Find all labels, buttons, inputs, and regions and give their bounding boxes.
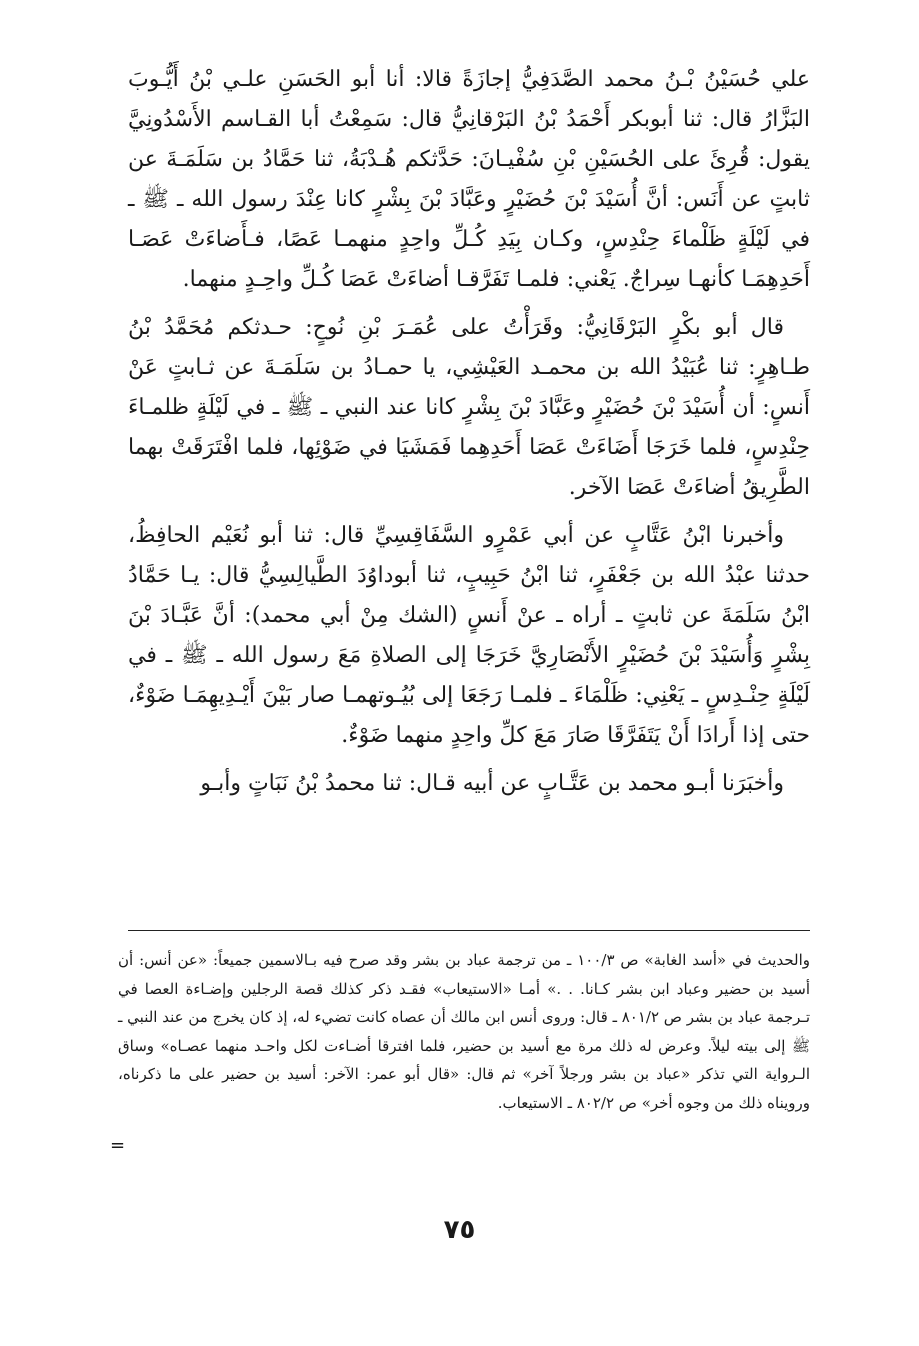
footnote [118, 946, 810, 1117]
paragraph-4: وأخبَرَنا أبـو محمد بن عَتَّـابٍ عن أبيه قـال: ثنا محمدُ بْنُ نَبَاتٍ وأبـو [200, 771, 784, 796]
footnote-continuation-mark: = [110, 1135, 126, 1156]
footnote-separator-rule [128, 930, 810, 931]
paragraph-3: وأخبرنا ابْنُ عَتَّابٍ عن أبي عَمْرٍو السَّفَاقِسِيِّ قال: ثنا أبو نُعَيْم الحافِظُ، حدثنا عبْدُ الله بن جَعْفَرٍ، ثنا ابْنُ حَبِيبٍ، ثنا أبوداوُدَ الطَّيالِسِيُّ قال: يـا حَمَّادُ ابْنُ سَلَمَةَ عن ثابتٍ ـ أراه ـ عنْ أَنسٍ (الشك مِنْ أبي محمد): أنَّ عَبَّـادَ بْنَ بِشْرٍ وَأُسَيْدَ بْنَ حُضَيْرٍ الأَنْصَارِيَّ خَرَجَا إلى الصلاةِ مَعَ رسول الله ـ ﷺ ـ في لَيْلَةٍ حِنْـدِسٍ ـ يَعْنِي: ظَلْمَاءَ ـ فلمـا رَجَعَا إلى بُيُـوتهمـا صار بَيْنَ أَيْـدِيهِمَـا ضَوْءٌ، حتى إذا أَرادَا أَنْ يَتَفَرَّقَا صَارَ مَعَ كلِّ واحِدٍ منهما ضَوْءٌ. [128, 523, 810, 748]
paragraph-1: علي حُسَيْنُ بْـنُ محمد الصَّدَفِيُّ إجازَةً قالا: أنا أبو الحَسَنِ علـي بْنُ أَيُّـوبَ البَزَّارُ قال: ثنا أبوبكر أَحْمَدُ بْنُ البَرْقانِيُّ قال: سَمِعْتُ أبا القـاسم الأَسْدُونِيَّ يقول: قُرِئَ على الحُسَيْنِ بْنِ سُفْيـانَ: حَدَّثكم هُـدْبَةُ، ثنا حَمَّادُ بن سَلَمَـةَ عن ثابتٍ عن أَنَس: أنَّ أُسَيْدَ بْنَ حُضَيْرٍ وعَبَّادَ بْنَ بِشْرٍ كانا عِنْدَ رسول الله ـ ﷺ ـ في لَيْلَةٍ ظَلْماءَ حِنْدِسٍ، وكـان بِيَدِ كُـلِّ واحِدٍ منهمـا عَصًا، فـأَضاءَتْ عَصَـا أَحَدِهِمَـا كأنهـا سِراجٌ. يَعْني: فلمـا تَفَرَّقـا أضاءَتْ عَصَا كُـلِّ واحِـدٍ منهما. [128, 67, 810, 292]
page-number: ٧٥ [443, 1215, 476, 1245]
paragraph-2: قال أبو بكْرٍ البَرْقَانِيُّ: وقَرَأْتُ على عُمَـرَ بْنِ نُوحٍ: حـدثكم مُحَمَّدُ بْنُ طـاهِرٍ: ثنا عُبَيْدُ الله بن محمـد العَيْشِي، يا حمـادُ بن سَلَمَـةَ عن ثـابتٍ عَنْ أَنسٍ: أن أُسَيْدَ بْنَ حُضَيْرٍ وعَبَّادَ بْنَ بِشْرٍ كانا عند النبي ـ ﷺ ـ في لَيْلَةٍ ظلمـاءَ حِنْدِسٍ، فلما خَرَجَا أَضَاءَتْ عَصَا أَحَدِهِما فَمَشَيَا في ضَوْئِها، فلما افْتَرَقَتْ بهما الطَّرِيقُ أضاءَتْ عَصَا الآخر. [128, 315, 810, 500]
footnote-text: والحديث في «أسد الغابة» ص ١٠٠/٣ ـ من ترجمة عباد بن بشر وقد صرح فيه بـالاسمين جميعاً: «عن أنس: أن أسيد بن حضير وعباد ابن بشر كـانا. . .» أمـا «الاستيعاب» فقـد ذكر كذلك قصة الرجلين وإضـاءة العصا في تـرجمة عباد بن بشر ص ٨٠١/٢ ـ قال: وروى أنس ابن مالك أن عصاه كانت تضيء له، إذ كان يخرج من عند النبي ـ ﷺ إلى بيته ليلاً. وعرض له ذلك مرة مع أسيد بن حضير، فلما افترقا أضـاءت لكل واحـد منهما عصـاه» وساق الـرواية التي تذكر «عباد بن بشر ورجلاً آخر» ثم قال: «قال أبو عمر: الآخر: أسيد بن حضير على ما ذكرناه، ورويناه ذلك من وجوه أخر» ص ٨٠٢/٢ ـ الاستيعاب. [118, 951, 811, 1112]
main-text-body [128, 60, 810, 812]
